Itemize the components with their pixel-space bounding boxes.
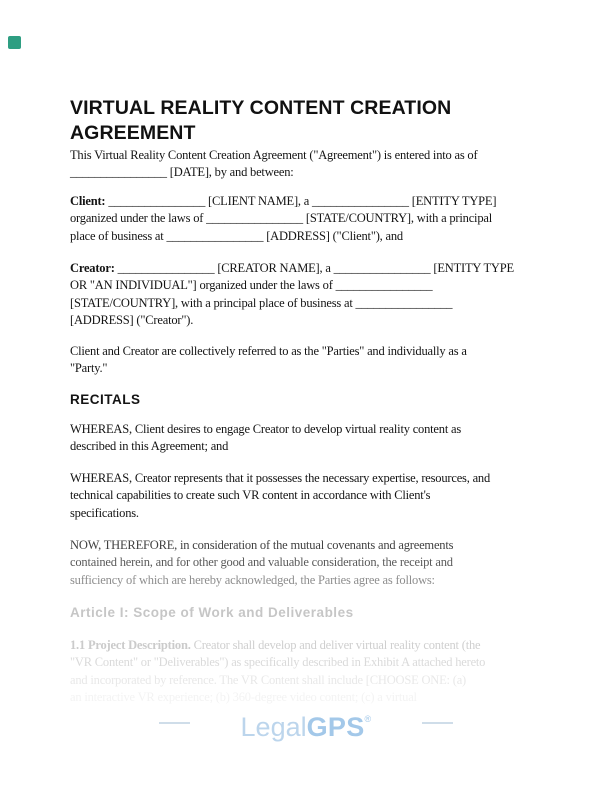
text-line: "Party." [70, 361, 108, 376]
text-line: Client and Creator are collectively referred to as the "Parties" and individually as a [70, 344, 467, 358]
parties-clause [70, 343, 570, 378]
text-line: Client: ________________ [CLIENT NAME], a ________________ [ENTITY TYPE] [70, 194, 497, 208]
text-line: ________________ [DATE], by and between: [70, 165, 294, 180]
footer-dash-left-icon [159, 722, 190, 724]
legalgps-logo [241, 704, 372, 742]
text-line: NOW, THEREFORE, in consideration of the mutual covenants and agreements [70, 538, 454, 552]
recitals-heading [70, 391, 570, 408]
text-line: contained herein, and for other good and valuable consideration, the receipt and [70, 555, 453, 570]
creator-block [70, 260, 570, 329]
text-line: This Virtual Reality Content Creation Agreement ("Agreement") is entered into as of [70, 148, 478, 162]
whereas-client-clause [70, 421, 570, 456]
text-line: RECITALS [70, 392, 141, 407]
text-line: place of business at ________________ [ADDRESS] ("Client"), and [70, 228, 403, 243]
text-line: [ADDRESS] ("Creator"). [70, 312, 194, 327]
intro-clause [70, 147, 570, 182]
text-line: WHEREAS, Client desires to engage Creator to develop virtual reality content as [70, 422, 462, 436]
logo-prefix: Legal [240, 712, 307, 742]
text-line: Article I: Scope of Work and Deliverables [70, 605, 354, 620]
text-line: an interactive VR experience; (b) 360-degree video content; (c) a virtual [70, 689, 417, 704]
text-line: "VR Content" or "Deliverables") as specifically described in Exhibit A attached hereto [70, 655, 486, 670]
document-title: VIRTUAL REALITY CONTENT CREATION AGREEMENT [70, 97, 452, 145]
text-line: and incorporated by reference. The VR Content shall include [CHOOSE ONE: (a) [70, 672, 467, 687]
client-block [70, 193, 570, 245]
footer-logo [0, 704, 612, 742]
text-line: OR "AN INDIVIDUAL"] organized under the laws of ________________ [70, 278, 433, 293]
article-1-heading [70, 604, 570, 621]
text-line: 1.1 Project Description. Creator shall develop and deliver virtual reality content (the [70, 638, 481, 652]
text-line: organized under the laws of ________________ [STATE/COUNTRY], with a principal [70, 211, 492, 226]
section-1-1-clause [70, 637, 570, 706]
text-line: [STATE/COUNTRY], with a principal place of business at ________________ [70, 295, 453, 310]
now-therefore-clause [70, 537, 570, 589]
text-line: WHEREAS, Creator represents that it possesses the necessary expertise, resources, and [70, 471, 491, 485]
whereas-creator-clause [70, 470, 570, 522]
registered-mark-icon: ® [364, 714, 372, 724]
text-line: specifications. [70, 505, 139, 520]
text-line: Creator: ________________ [CREATOR NAME], a ________________ [ENTITY TYPE [70, 261, 514, 275]
logo-suffix: GPS [306, 712, 365, 742]
corner-marker [8, 36, 21, 49]
text-line: described in this Agreement; and [70, 439, 229, 454]
text-line: technical capabilities to create such VR content in accordance with Client's [70, 488, 431, 503]
text-line: sufficiency of which are hereby acknowledged, the Parties agree as follows: [70, 572, 435, 587]
footer-dash-right-icon [422, 722, 453, 724]
